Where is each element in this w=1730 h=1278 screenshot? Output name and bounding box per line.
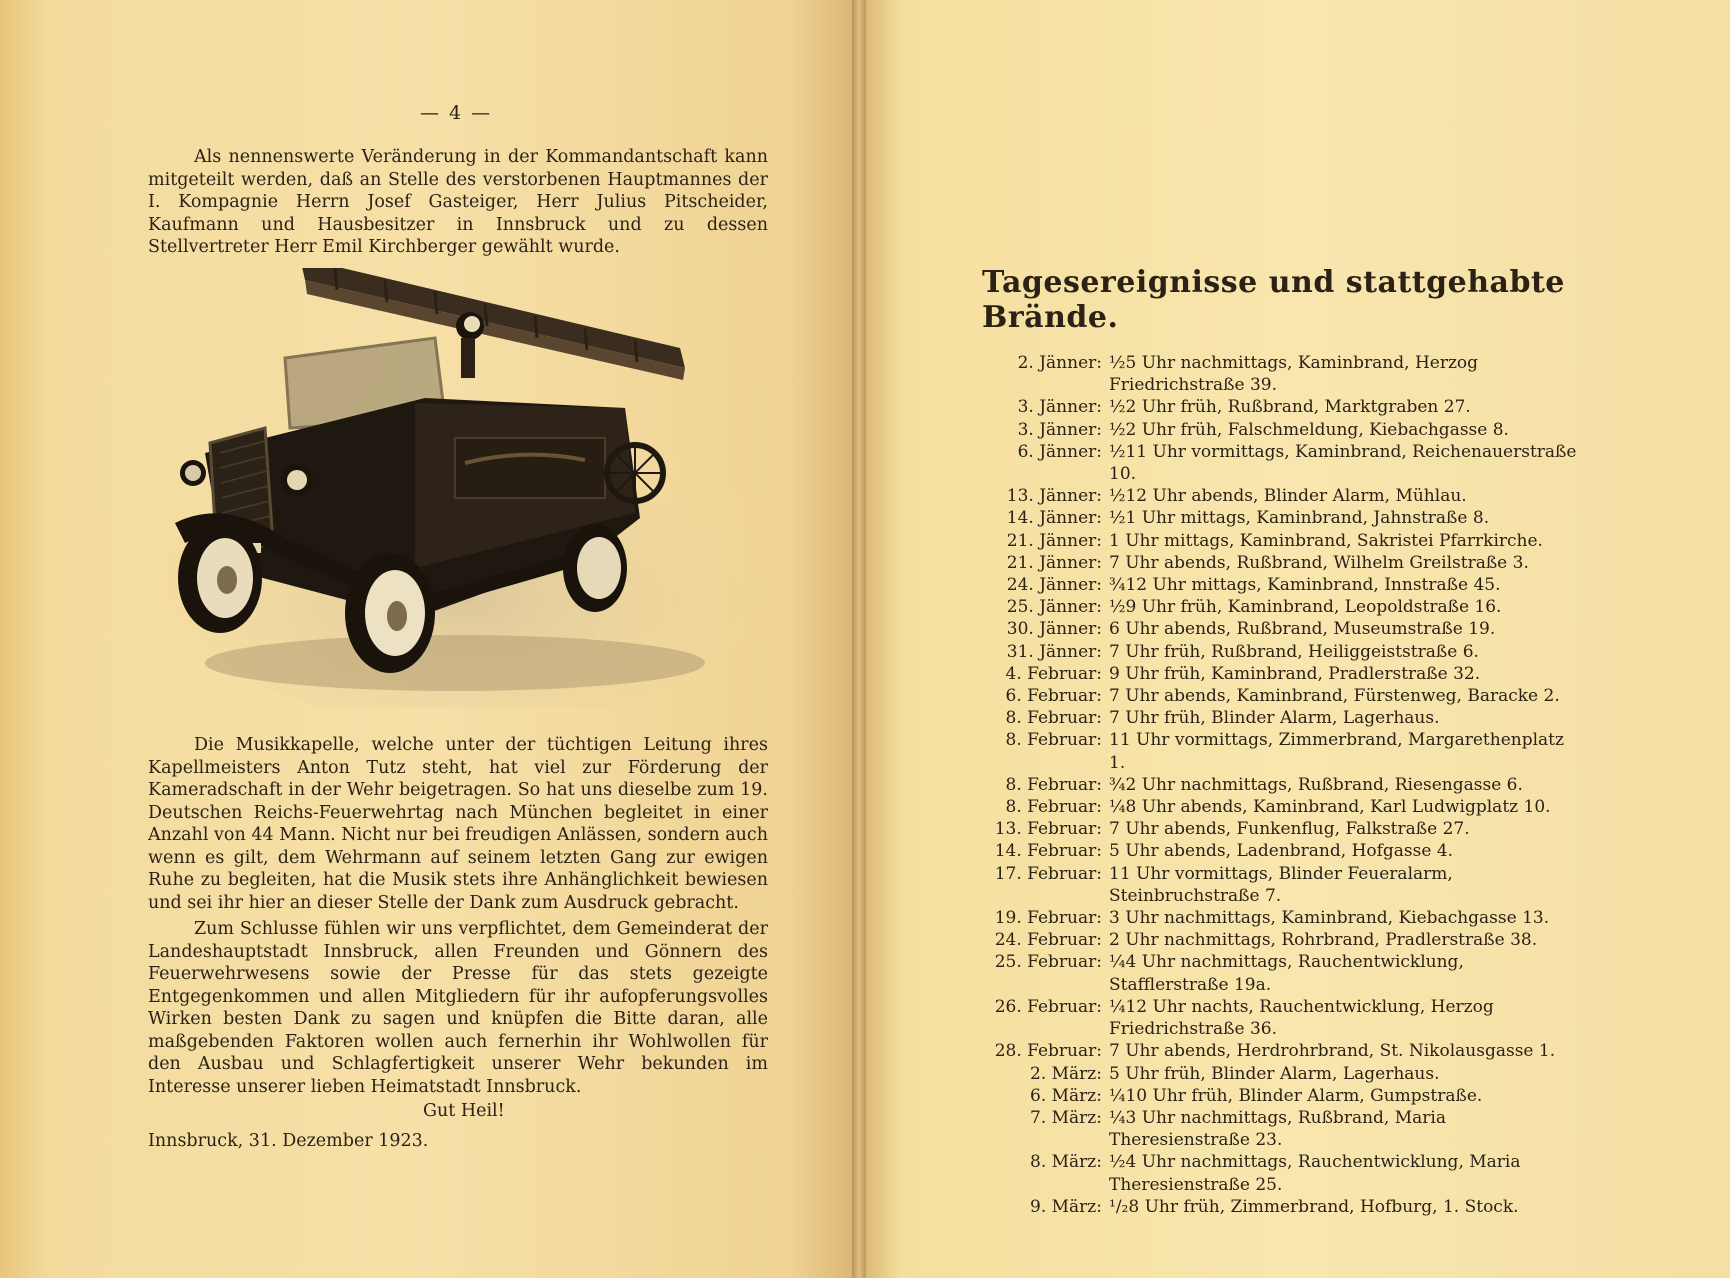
event-row <box>952 1085 1582 1107</box>
event-date: 6. Jänner: <box>1017 441 1102 462</box>
event-text: ½12 Uhr abends, Blinder Alarm, Mühlau. <box>1109 486 1467 507</box>
event-row <box>952 618 1582 640</box>
event-text: ½9 Uhr früh, Kaminbrand, Leopoldstraße 16. <box>1109 597 1502 618</box>
event-row <box>952 929 1582 951</box>
event-text: ¼8 Uhr abends, Kaminbrand, Karl Ludwigplatz 10. <box>1109 797 1551 818</box>
event-date: 13. Februar: <box>994 819 1102 840</box>
fire-engine-photo <box>165 268 755 708</box>
event-row <box>952 796 1582 818</box>
event-row <box>952 552 1582 574</box>
event-text: ¾12 Uhr mittags, Kaminbrand, Innstraße 45. <box>1109 575 1501 596</box>
event-date: 8. Februar: <box>1005 774 1102 795</box>
event-date: 6. Februar: <box>1005 686 1102 707</box>
event-date: 13. Jänner: <box>1006 486 1102 507</box>
event-text: 5 Uhr früh, Blinder Alarm, Lagerhaus. <box>1109 1063 1440 1084</box>
event-row <box>952 863 1582 907</box>
event-text: 6 Uhr abends, Rußbrand, Museumstraße 19. <box>1109 619 1496 640</box>
event-row <box>952 485 1582 507</box>
event-text: ½2 Uhr früh, Falschmeldung, Kiebachgasse 8. <box>1109 419 1509 440</box>
event-date: 4. Februar: <box>1005 663 1102 684</box>
event-row <box>952 441 1582 485</box>
event-date: 7. März: <box>1030 1107 1102 1128</box>
music-text: Die Musikkapelle, welche unter der tüchtigen Leitung ihres Kapellmeisters Anton Tutz steht, hat viel zur Förderung der Kameradschaft in der Wehr beigetragen. So hat uns dieselbe zum 19. Deutschen Reichs-Feuerwehrtag nach München begleitet in einer Anzahl von 44 Mann. Nicht nur bei freudigen Anlässen, sondern auch wenn es gilt, dem Wehrmann auf seinem letzten Gang zur ewigen Ruhe zu begleiten, hat die Musik stets ihre Anhänglichkeit bewiesen und sei ihr hier an dieser Stelle der Dank zum Ausdruck gebracht. <box>148 735 768 913</box>
event-text: ¼10 Uhr früh, Blinder Alarm, Gumpstraße. <box>1109 1085 1483 1106</box>
event-text: 1 Uhr mittags, Kaminbrand, Sakristei Pfarrkirche. <box>1109 530 1543 551</box>
event-text: 2 Uhr nachmittags, Rohrbrand, Pradlerstraße 38. <box>1109 930 1538 951</box>
right-page <box>858 0 1730 1278</box>
event-row <box>952 729 1582 773</box>
event-date: 3. Jänner: <box>1017 419 1102 440</box>
event-date: 3. Jänner: <box>1017 397 1102 418</box>
event-date: 8. Februar: <box>1005 730 1102 751</box>
event-row <box>952 530 1582 552</box>
event-row <box>952 663 1582 685</box>
event-date: 14. Jänner: <box>1006 508 1102 529</box>
event-date: 30. Jänner: <box>1006 619 1102 640</box>
event-row <box>952 1107 1582 1151</box>
event-row <box>952 352 1582 396</box>
event-row <box>952 396 1582 418</box>
event-date: 6. März: <box>1030 1085 1102 1106</box>
event-row <box>952 641 1582 663</box>
event-date: 2. Jänner: <box>1017 353 1102 373</box>
event-date: 21. Jänner: <box>1006 552 1102 573</box>
event-date: 9. März: <box>1030 1196 1102 1217</box>
event-row <box>952 996 1582 1040</box>
event-date: 28. Februar: <box>994 1041 1102 1062</box>
event-text: ½4 Uhr nachmittags, Rauchentwicklung, Maria Theresienstraße 25. <box>1109 1152 1521 1195</box>
event-date: 26. Februar: <box>994 996 1102 1017</box>
event-row <box>952 574 1582 596</box>
event-date: 25. Februar: <box>994 952 1102 973</box>
event-text: ½11 Uhr vormittags, Kaminbrand, Reichenauerstraße 10. <box>1109 441 1577 485</box>
event-date: 8. März: <box>1030 1152 1102 1173</box>
event-text: 11 Uhr vormittags, Blinder Feueralarm, Steinbruchstraße 7. <box>1109 863 1453 906</box>
event-text: 7 Uhr abends, Kaminbrand, Fürstenweg, Baracke 2. <box>1109 686 1560 707</box>
event-text: 9 Uhr früh, Kaminbrand, Pradlerstraße 32. <box>1109 663 1481 684</box>
event-row <box>952 774 1582 796</box>
event-text: ½2 Uhr früh, Rußbrand, Marktgraben 27. <box>1109 397 1471 418</box>
event-text: 7 Uhr früh, Blinder Alarm, Lagerhaus. <box>1109 708 1440 729</box>
event-text: 7 Uhr früh, Rußbrand, Heiliggeiststraße 6. <box>1109 641 1479 662</box>
intro-paragraph <box>148 146 768 259</box>
event-row <box>952 951 1582 995</box>
event-date: 24. Jänner: <box>1006 575 1102 596</box>
event-text: 7 Uhr abends, Rußbrand, Wilhelm Greilstraße 3. <box>1109 552 1529 573</box>
event-text: ½5 Uhr nachmittags, Kaminbrand, Herzog Friedrichstraße 39. <box>1109 353 1479 396</box>
closing-paragraph <box>148 918 768 1098</box>
music-paragraph <box>148 734 768 914</box>
event-text: 11 Uhr vormittags, Zimmerbrand, Margarethenplatz 1. <box>1109 730 1564 773</box>
event-row <box>952 596 1582 618</box>
event-row <box>952 840 1582 862</box>
event-row <box>952 907 1582 929</box>
event-date: 2. März: <box>1030 1063 1102 1084</box>
event-row <box>952 1063 1582 1085</box>
event-row <box>952 1040 1582 1062</box>
event-text: 3 Uhr nachmittags, Kaminbrand, Kiebachgasse 13. <box>1109 908 1550 929</box>
page-title: Tagesereignisse und stattgehabte Brände. <box>982 265 1565 335</box>
event-date: 8. Februar: <box>1005 797 1102 818</box>
event-date: 21. Jänner: <box>1006 530 1102 551</box>
page-number: — 4 — <box>420 102 493 124</box>
closing-text: Zum Schlusse fühlen wir uns verpflichtet, dem Gemeinderat der Landeshauptstadt Innsbruck, allen Freunden und Gönnern des Feuerwehrwesens sowie der Presse für das stets gezeigte Entgegenkommen und allen Mitgliedern für ihr aufopferungsvolles Wirken besten Dank zu sagen und knüpfen die Bitte daran, alle maßgebenden Faktoren wollen auch fernerhin ihr Wohlwollen für den Ausbau und Schlagfertigkeit unserer Wehr bekunden im Interesse unserer lieben Heimatstadt Innsbruck. <box>148 919 768 1097</box>
event-row <box>952 685 1582 707</box>
event-date: 31. Jänner: <box>1006 641 1102 662</box>
event-date: 8. Februar: <box>1005 708 1102 729</box>
event-row <box>952 818 1582 840</box>
event-row <box>952 1196 1582 1218</box>
intro-text: Als nennenswerte Veränderung in der Kommandantschaft kann mitgeteilt werden, daß an Stelle des verstorbenen Hauptmannes der I. Kompagnie Herrn Josef Gasteiger, Herr Julius Pitscheider, Kaufmann und Hausbesitzer in Innsbruck und zu dessen Stellvertreter Herr Emil Kirchberger gewählt wurde. <box>148 147 768 257</box>
event-text: ¹/₂8 Uhr früh, Zimmerbrand, Hofburg, 1. Stock. <box>1109 1196 1519 1217</box>
event-date: 19. Februar: <box>994 908 1102 929</box>
event-date: 24. Februar: <box>994 930 1102 951</box>
event-text: ¼3 Uhr nachmittags, Rußbrand, Maria Theresienstraße 23. <box>1109 1107 1446 1151</box>
event-text: 7 Uhr abends, Herdrohrbrand, St. Nikolausgasse 1. <box>1109 1041 1556 1062</box>
event-text: ½1 Uhr mittags, Kaminbrand, Jahnstraße 8. <box>1109 508 1490 529</box>
salutation: Gut Heil! <box>423 1101 505 1121</box>
event-text: 5 Uhr abends, Ladenbrand, Hofgasse 4. <box>1109 841 1454 862</box>
event-text: ¾2 Uhr nachmittags, Rußbrand, Riesengasse 6. <box>1109 774 1523 795</box>
event-text: ¼12 Uhr nachts, Rauchentwicklung, Herzog Friedrichstraße 36. <box>1109 996 1494 1040</box>
event-list <box>952 352 1582 1218</box>
event-text: 7 Uhr abends, Funkenflug, Falkstraße 27. <box>1109 819 1470 840</box>
book-gutter <box>852 0 866 1278</box>
left-page <box>0 0 858 1278</box>
event-row <box>952 419 1582 441</box>
event-row <box>952 1151 1582 1195</box>
event-row <box>952 707 1582 729</box>
dateline: Innsbruck, 31. Dezember 1923. <box>148 1131 429 1151</box>
event-date: 14. Februar: <box>994 841 1102 862</box>
event-date: 25. Jänner: <box>1006 597 1102 618</box>
event-date: 17. Februar: <box>994 863 1102 884</box>
event-text: ¼4 Uhr nachmittags, Rauchentwicklung, Stafflerstraße 19a. <box>1109 952 1464 995</box>
event-row <box>952 507 1582 529</box>
